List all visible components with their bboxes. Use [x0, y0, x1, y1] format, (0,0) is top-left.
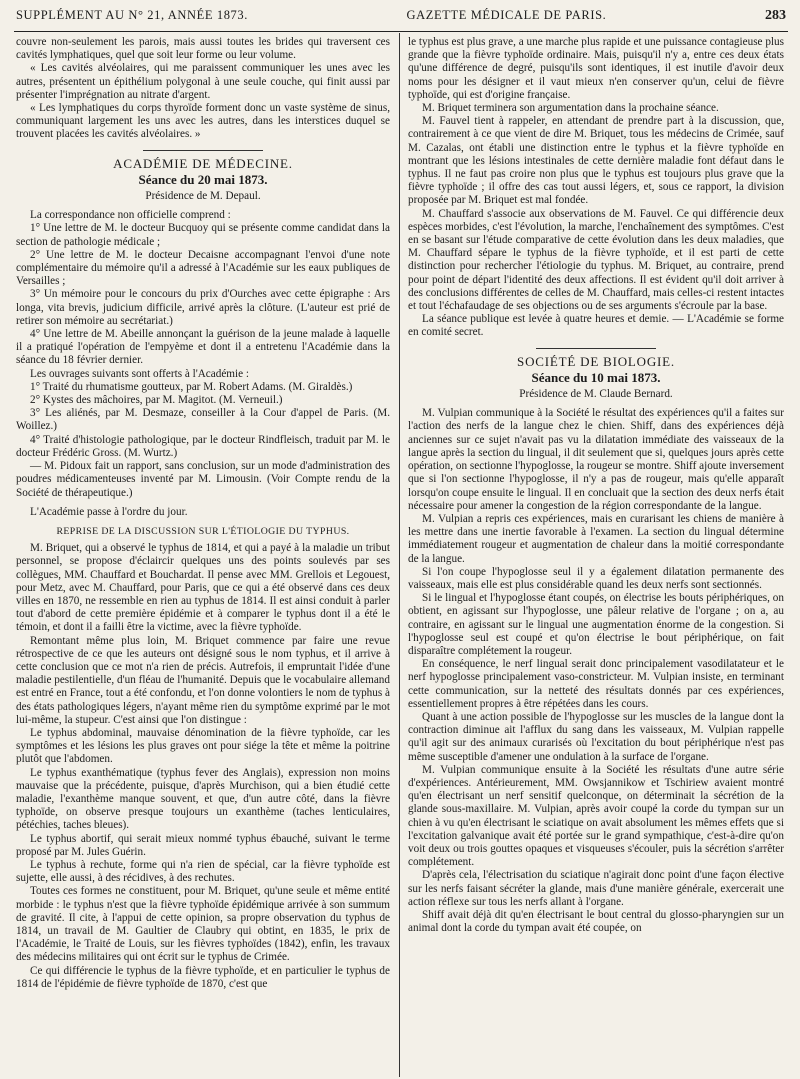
paragraph: Toutes ces formes ne constituent, pour M. Briquet, qu'une seule et même entité morbide : le typhus n'est que la fièvre typhoïde épidémique arrivée à son summum de gravité. Il cite, à l'appui de cette opinion, sa propre observation du typhus de 1814, un travail de M. Gaultier de Claubry qui obtint, en 1835, le prix de l'Académie, le Traité de Louis, sur les fièvres typhoïdes (1842), enfin, les travaux des médecins militaires qui ont écrit sur le typhus de Crimée. — [16, 885, 390, 964]
paragraph: M. Briquet terminera son argumentation dans la prochaine séance. — [422, 102, 719, 115]
paragraph: — M. Pidoux fait un rapport, sans conclusion, sur un mode d'administration des poudres médicamenteuses inventé par M. Limousin. (Voir Compte rendu de la Société de thérapeutique.) — [16, 460, 390, 499]
paragraph: M. Fauvel tient à rappeler, en attendant de prendre part à la discussion, que, contrairement à ce que vient de dire M. Briquet, tous les médecins de Crimée, sauf M. Cazalas, ont établi une distinction entre le typhus et la fièvre typhoïde en montrant que les lésions intestinales de cette dernière maladie font défaut dans le typhus. Il ne faut pas croire non plus que le typhus est toujours plus grave que la fièvre typhoïde ; il offre des cas tout aussi légers, et, sous ce rapport, la division proposée par M. Briquet est mal fondée. — [408, 115, 784, 207]
paragraph: Le typhus à rechute, forme qui n'a rien de spécial, car la fièvre typhoïde est sujette, elle aussi, à des récidives, à des rechutes. — [16, 858, 390, 885]
paragraph: Si l'on coupe l'hypoglosse seul il y a également dilatation permanente des vaisseaux, mais elle est plus considérable quand les deux nerfs sont sectionnés. — [408, 565, 784, 591]
paragraph: Le typhus abdominal, mauvaise dénomination de la fièvre typhoïde, car les symptômes et les lésions les plus graves ont pour siége la tête et même la poitrine plutôt que l'abdomen. — [16, 726, 390, 766]
paragraph: Les ouvrages suivants sont offerts à l'Académie : — [30, 367, 249, 380]
section-title: SOCIÉTÉ DE BIOLOGIE. — [517, 353, 675, 369]
paragraph: La séance publique est levée à quatre heures et demie. — L'Académie se forme en comité secret. — [408, 313, 784, 339]
section-rule — [536, 348, 656, 349]
paragraph: le typhus est plus grave, a une marche plus rapide et une puissance contagieuse plus grande que la fièvre typhoïde ordinaire. Mais, puisqu'il n'y a, entre ces deux états qu'une différence de degré, puisqu'ils sont identiques, il est inutile d'avoir deux noms pour les désigner et il vaut mieux n'en conserver qu'un, celui de fièvre typhoïde, qui est d'origine française. — [408, 36, 784, 101]
paragraph: Shiff avait déjà dit qu'en électrisant le bout central du glosso-pharyngien sur un animal dont la corde du tympan avait été coupée, on — [408, 909, 784, 935]
column-divider — [399, 33, 400, 1077]
paragraph: D'après cela, l'électrisation du sciatique n'agirait donc point d'une façon élective sur les nerfs faisant sécréter la glande, mais d'une manière générale, exercerait une action réflexe sur tous les nerfs allant à l'organe. — [408, 869, 784, 908]
paragraph: En conséquence, le nerf lingual serait donc principalement vasodilatateur et le nerf hypoglosse principalement vaso-constricteur. M. Vulpian insiste, en terminant cette communication, sur la netteté des résultats donnés par ces expériences, essentiellement propres à être répétées dans les cours. — [408, 658, 784, 710]
presidency-line: Présidence de M. Claude Bernard. — [519, 388, 673, 401]
list-item: 1° Une lettre de M. le docteur Bucquoy qui se présente comme candidat dans la section de pathologie médicale ; — [16, 222, 390, 248]
header-rule — [14, 31, 788, 32]
paragraph: « Les lymphatiques du corps thyroïde forment donc un vaste système de sinus, communiquant largement les uns avec les autres, dans les interstices duquel se trouvent placées les cavités alvéolaires. » — [16, 102, 390, 141]
list-item: 4° Traité d'histologie pathologique, par le docteur Rindfleisch, traduit par M. le docteur Frédéric Gross. (M. Wurtz.) — [16, 433, 390, 459]
list-item: 4° Une lettre de M. Abeille annonçant la guérison de la jeune malade à laquelle il a pratiqué l'opération de l'empyème et dont il a entretenu l'Académie dans la séance du 18 février dernier. — [16, 328, 390, 367]
right-column — [408, 36, 784, 1076]
list-item: 3° Un mémoire pour le concours du prix d'Ourches avec cette épigraphe : Ars longa, vita brevis, judicium difficile, arrivé après la clôture. (L'auteur est prié de retirer son mémoire au secrétariat.) — [16, 288, 390, 327]
subsection-title: REPRISE DE LA DISCUSSION SUR L'ÉTIOLOGIE DU TYPHUS. — [56, 525, 350, 537]
paragraph: M. Briquet, qui a observé le typhus de 1814, et qui a payé à la maladie un tribut personnel, se propose d'éclaircir quelques uns des points soulevés par ses collègues, MM. Chauffard et Bouchardat. Il pense avec MM. Grellois et Legouest, pour Metz, avec M. Chauffard, pour Paris, que ce qui a été observé dans ces deux villes en 1870, ne ressemble en rien au typhus de 1814. Il est ainsi conduit à parler tout d'abord de cette première épidémie et à comparer le typhus dont il a été le témoin, et dont il a failli être la victime, avec la fièvre typhoïde. — [16, 542, 390, 634]
paragraph: La correspondance non officielle comprend : — [30, 209, 231, 222]
paragraph: Le typhus exanthématique (typhus fever des Anglais), expression non moins mauvaise que la précédente, puisque, d'après Murchison, qui a bien étudié cette maladie, l'exanthème manque souvent, et que, d'un autre côté, dans la fièvre typhoïde, on observe presque toujours un exanthème (taches lenticulaires, pétéchies, taches bleues). — [16, 766, 390, 832]
paragraph: L'Académie passe à l'ordre du jour. — [30, 505, 188, 518]
section-title: ACADÉMIE DE MÉDECINE. — [113, 155, 293, 171]
paragraph: couvre non-seulement les parois, mais aussi toutes les brides qui traversent ces cavités lymphatiques, quel que soit leur forme ou leur volume. — [16, 36, 390, 62]
paragraph: M. Vulpian communique ensuite à la Société les résultats d'une autre série d'expériences. Antérieurement, MM. Owsjannikow et Tschiriew avaient montré qu'en électrisant un nerf sensitif quelconque, on déterminait la sécrétion de la glande sous-maxillaire. M. Vulpian, après avoir coupé la corde du tympan sur un chien à vu qu'en électrisant le sciatique on avait absolument les mêmes effets que si l'excitation galvanique avait été portée sur le grand sympathique, c'est-à-dire qu'on voit deux ou trois gouttes opaques et visqueuses s'écouler, puis la sécrétion s'arrêter complétement. — [408, 763, 784, 869]
paragraph: M. Vulpian a repris ces expériences, mais en curarisant les chiens de manière à les mettre dans une inertie favorable à l'examen. La section du lingual détermine immédiatement rougeur et augmentation de chaleur dans la moitié correspondante de la langue. — [408, 512, 784, 565]
page-number: 283 — [764, 8, 786, 23]
section-rule — [143, 150, 263, 151]
header-journal-title: GAZETTE MÉDICALE DE PARIS. — [406, 8, 607, 22]
paragraph: Le typhus abortif, qui serait mieux nommé typhus ébauché, suivant le terme proposé par M. Jules Guérin. — [16, 832, 390, 858]
paragraph: Ce qui différencie le typhus de la fièvre typhoïde, et en particulier le typhus de 1814 de l'épidémie de fièvre typhoïde de 1870, c'est que — [16, 964, 390, 990]
presidency-line: Présidence de M. Depaul. — [145, 190, 261, 203]
paragraph: Si le lingual et l'hypoglosse étant coupés, on électrise les bouts périphériques, on obtient, en agissant sur l'hypoglosse, une pâleur relative de l'organe ; on a, au contraire, en agissant sur le lingual une augmentation énorme de la congestion. Si l'hypoglosse seul est coupé et qu'on électrise le bout périphérique, on fait disparaître complétement la rougeur. — [408, 592, 784, 657]
left-column — [16, 36, 390, 1076]
session-heading: Séance du 20 mai 1873. — [138, 171, 268, 187]
session-heading: Séance du 10 mai 1873. — [531, 369, 661, 385]
paragraph: M. Chauffard s'associe aux observations de M. Fauvel. Ce qui différencie deux espèces morbides, c'est l'évolution, la marche, l'enchaînement des symptômes. C'est en se basant sur l'étude comparative de cette évolution dans les deux maladies, que M. Chauffard sépare le typhus de la fièvre typhoïde, et il est parti de cette distinction pour rechercher l'étiologie du typhus. M. Briquet, au contraire, prend pour point de départ l'identité des deux affections. Il est évident qu'il doit arriver à des conclusions différentes de celles de M. Chauffard, mais celles-ci restent intactes et tout l'échafaudage de ses objections ou de ses arguments s'écroule par la base. — [408, 207, 784, 313]
paragraph: « Les cavités alvéolaires, qui me paraissent communiquer les unes avec les autres, présentent un épithélium polygonal à une seule couche, qui finit aussi par présenter l'imprégnation au nitrate d'argent. — [16, 62, 390, 101]
list-item: 3° Les aliénés, par M. Desmaze, conseiller à la Cour d'appel de Paris. (M. Woillez.) — [16, 407, 390, 433]
paragraph: M. Vulpian communique à la Société le résultat des expériences qu'il a faites sur l'action des nerfs de la langue chez le chien. Shiff, dans des expériences déjà anciennes sur ce sujet n'avait pas vu la dilatation immédiate des vaisseaux de la langue après la section du lingual, il dit seulement que si, quelques jours après cette opération, on sectionne l'hypoglosse, la rougeur se montre. Shiff ajoute inversement que si l'on sectionne l'hypoglosse, il n'y a pas de rougeur, mais qu'elle apparaît lorsqu'on coupe ensuite le lingual. Il en concluait que la section des deux nerfs était nécessaire pour amener la congestion de la région correspondante de la langue. — [408, 407, 784, 512]
paragraph: Remontant même plus loin, M. Briquet commence par faire une revue rétrospective de ce que les auteurs ont désigné sous le nom typhus, et il arrive à cette conclusion que ce mot n'a rien de précis. Autrefois, il empruntait l'idée d'une maladie pestilentielle, d'un fléau de l'humanité. Depuis que le vocabulaire allemand est entré en France, tout a été confondu, et l'on donne volontiers le nom de typhus à des états pathologiques légers, n'ayant même rien du symptôme exprimé par le mot lui-même, la stupeur. C'est ainsi que l'on distingue : — [16, 634, 390, 726]
header-issue: SUPPLÉMENT AU N° 21, ANNÉE 1873. — [16, 8, 248, 22]
page-header — [16, 8, 786, 30]
list-item: 1° Traité du rhumatisme goutteux, par M. Robert Adams. (M. Giraldès.) — [30, 380, 353, 393]
paragraph: Quant à une action possible de l'hypoglosse sur les muscles de la langue dont la contraction diminue ait l'afflux du sang dans les vaisseaux, M. Vulpian rappelle qu'il agit sur des animaux curarisés où l'excitation du bout périphérique n'est pas même susceptible d'amener une ondulation à la surface de l'organe. — [408, 710, 784, 763]
list-item: 2° Une lettre de M. le docteur Decaisne accompagnant l'envoi d'une note complémentaire du mémoire qu'il a adressé à l'Académie sur les eaux publiques de Versailles ; — [16, 248, 390, 288]
list-item: 2° Kystes des mâchoires, par M. Magitot. (M. Verneuil.) — [30, 394, 283, 407]
